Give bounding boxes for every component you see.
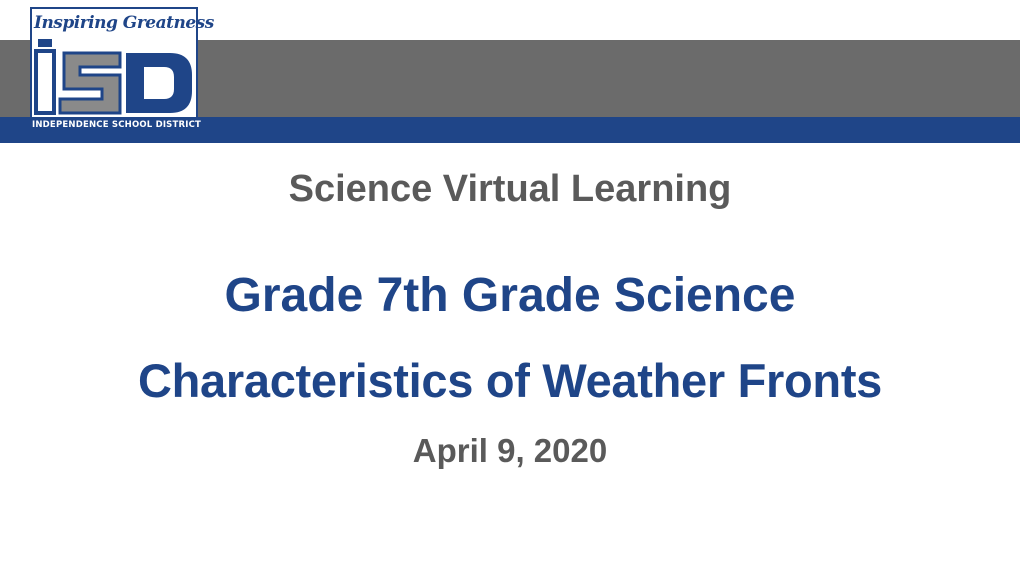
lesson-date: April 9, 2020: [412, 432, 608, 469]
logo-district-name: INDEPENDENCE SCHOOL DISTRICT: [32, 117, 196, 134]
subject-heading: Science Virtual Learning: [288, 168, 732, 210]
logo-wordmark: Inspiring Greatness: [34, 13, 214, 33]
lesson-title: Characteristics of Weather Fronts: [137, 354, 883, 407]
isd-logo: [30, 7, 214, 136]
grade-title: Grade 7th Grade Science: [224, 269, 796, 322]
